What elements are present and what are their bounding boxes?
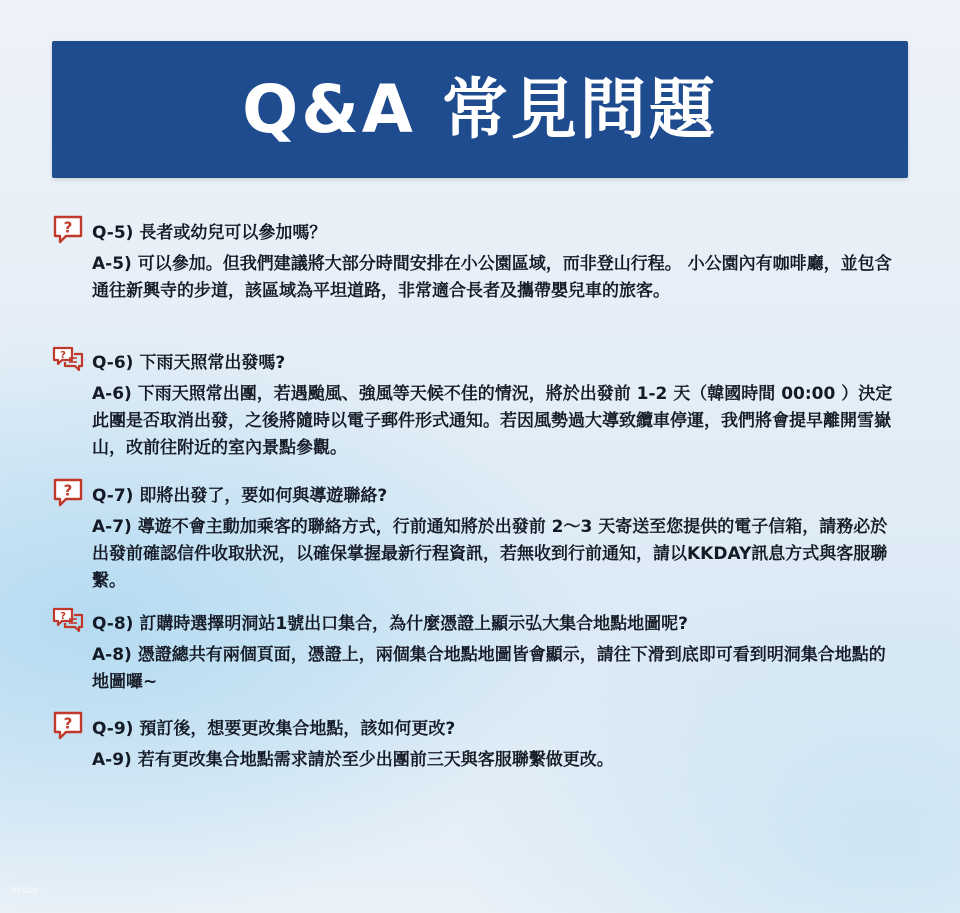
faq-item-q9 <box>52 711 912 774</box>
faq-answer: A-9) 若有更改集合地點需求請於至少出團前三天與客服聯繫做更改。 <box>92 750 614 770</box>
faq-question-row <box>52 478 912 508</box>
faq-answer: A-7) 導遊不會主動加乘客的聯絡方式，行前通知將於出發前 2～3 天寄送至您提供的電子信箱，請務必於出發前確認信件收取狀況，以確保掌握最新行程資訊，若無收到行前通知，請以KKDAY訊息方式與客服聯繫。 <box>92 517 888 591</box>
faq-question: Q-5) 長者或幼兒可以參加嗎？ <box>92 222 327 243</box>
svg-text:?: ? <box>63 714 73 733</box>
faq-item-q6 <box>52 345 912 462</box>
chat-bubbles-icon <box>52 345 84 375</box>
svg-text:?: ? <box>63 218 73 237</box>
faq-answer: A-8) 憑證總共有兩個頁面，憑證上，兩個集合地點地圖皆會顯示，請往下滑到底即可看到明洞集合地點的地圖囉~ <box>92 645 886 692</box>
watermark: kkday <box>12 886 39 896</box>
faq-question: Q-9) 預訂後，想要更改集合地點，該如何更改? <box>92 718 456 739</box>
faq-question: Q-7) 即將出發了，要如何與導遊聯絡? <box>92 485 388 506</box>
faq-question-row <box>52 606 912 636</box>
faq-question-row <box>52 711 912 741</box>
faq-question: Q-6) 下雨天照常出發嗎? <box>92 352 286 373</box>
faq-item-q5 <box>52 215 912 305</box>
faq-answer: A-5) 可以參加。但我們建議將大部分時間安排在小公園區域，而非登山行程。 小公園內有咖啡廳，並包含通往新興寺的步道，該區域為平坦道路，非常適合長者及攜帶嬰兒車的旅客。 <box>92 254 892 301</box>
question-bubble-icon <box>52 215 84 245</box>
faq-question-row <box>52 345 912 375</box>
page-title: Q&A 常見問題 <box>242 70 718 148</box>
question-bubble-icon <box>52 711 84 741</box>
question-bubble-icon <box>52 478 84 508</box>
faq-answer: A-6) 下雨天照常出團，若遇颱風、強風等天候不佳的情況，將於出發前 1-2 天（韓國時間 00:00 ）決定此團是否取消出發，之後將隨時以電子郵件形式通知。若因風勢過大導致纜車停運，我們將會提早離開雪嶽山，改前往附近的室內景點參觀。 <box>92 384 893 458</box>
title-banner <box>52 41 908 178</box>
svg-text:?: ? <box>60 611 66 622</box>
faq-item-q8 <box>52 606 912 696</box>
chat-bubbles-icon <box>52 606 84 636</box>
svg-text:?: ? <box>63 481 73 500</box>
faq-question: Q-8) 訂購時選擇明洞站1號出口集合，為什麼憑證上顯示弘大集合地點地圖呢? <box>92 613 689 634</box>
faq-item-q7 <box>52 478 912 595</box>
svg-text:?: ? <box>60 350 66 361</box>
faq-question-row <box>52 215 912 245</box>
